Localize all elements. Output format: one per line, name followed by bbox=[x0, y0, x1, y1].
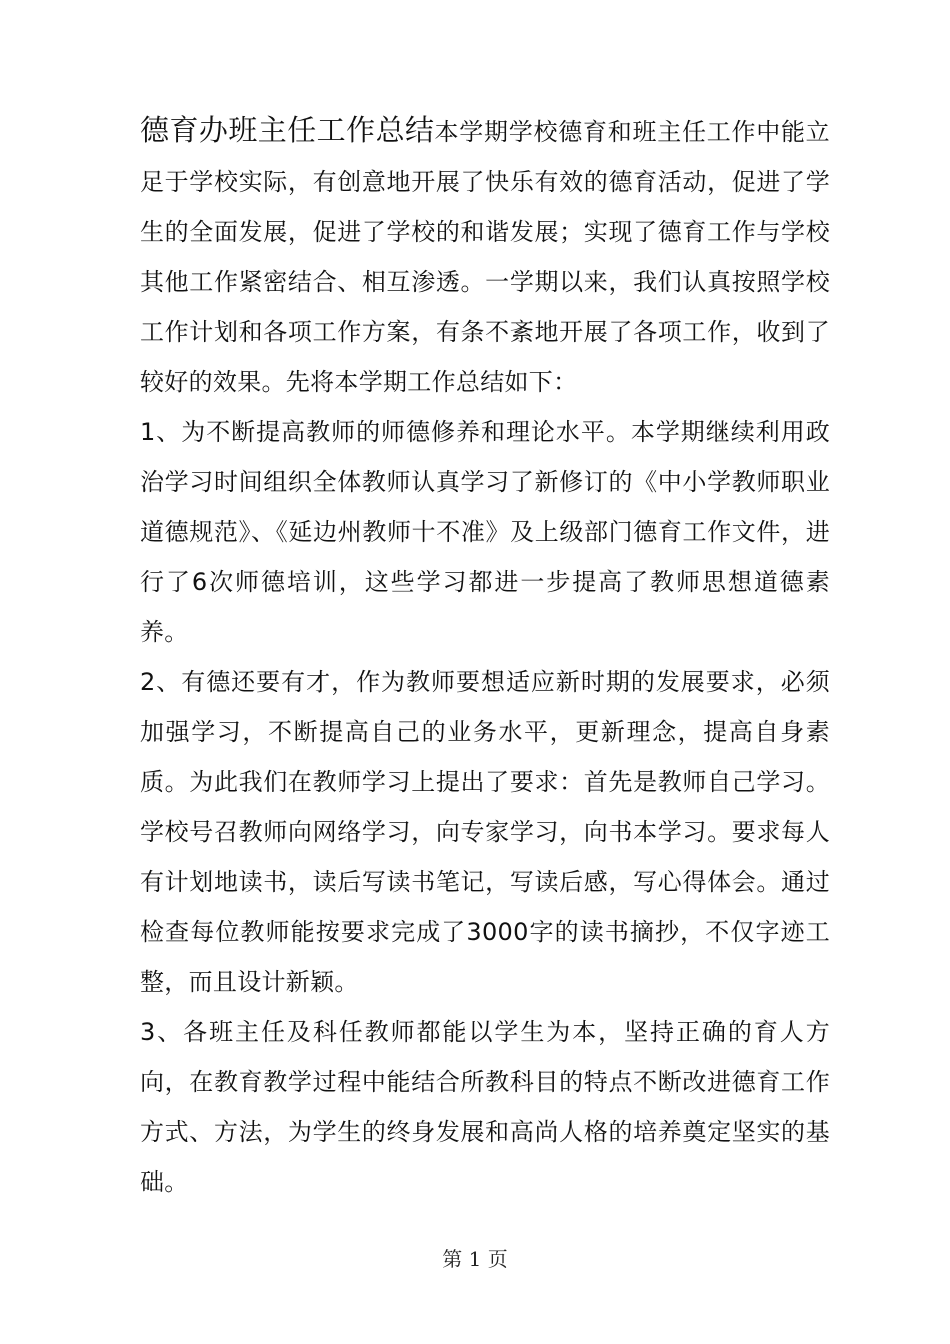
document-body bbox=[140, 105, 830, 1207]
intro-text: 本学期学校德育和班主任工作中能立足于学校实际，有创意地开展了快乐有效的德育活动，促进了学生的全面发展，促进了学校的和谐发展；实现了德育工作与学校其他工作紧密结合、相互渗透。一学期以来，我们认真按照学校工作计划和各项工作方案，有条不紊地开展了各项工作，收到了较好的效果。先将本学期工作总结如下： bbox=[140, 118, 830, 396]
paragraph-3: 3、各班主任及科任教师都能以学生为本，坚持正确的育人方向，在教育教学过程中能结合所教科目的特点不断改进德育工作方式、方法，为学生的终身发展和高尚人格的培养奠定坚实的基础。 bbox=[140, 1018, 830, 1196]
paragraph-1: 1、为不断提高教师的师德修养和理论水平。本学期继续利用政治学习时间组织全体教师认真学习了新修订的《中小学教师职业道德规范》、《延边州教师十不准》及上级部门德育工作文件，进行了6次师德培训，这些学习都进一步提高了教师思想道德素养。 bbox=[140, 418, 830, 646]
paragraph-2: 2、有德还要有才，作为教师要想适应新时期的发展要求，必须加强学习，不断提高自己的业务水平，更新理念，提高自身素质。为此我们在教师学习上提出了要求：首先是教师自己学习。学校号召教师向网络学习，向专家学习，向书本学习。要求每人有计划地读书，读后写读书笔记，写读后感，写心得体会。通过检查每位教师能按要求完成了3000字的读书摘抄，不仅字迹工整，而且设计新颖。 bbox=[140, 668, 830, 996]
page-number-footer: 第 1 页 bbox=[442, 1247, 508, 1271]
intro-paragraph bbox=[140, 105, 830, 407]
document-title: 德育办班主任工作总结 bbox=[140, 113, 435, 147]
